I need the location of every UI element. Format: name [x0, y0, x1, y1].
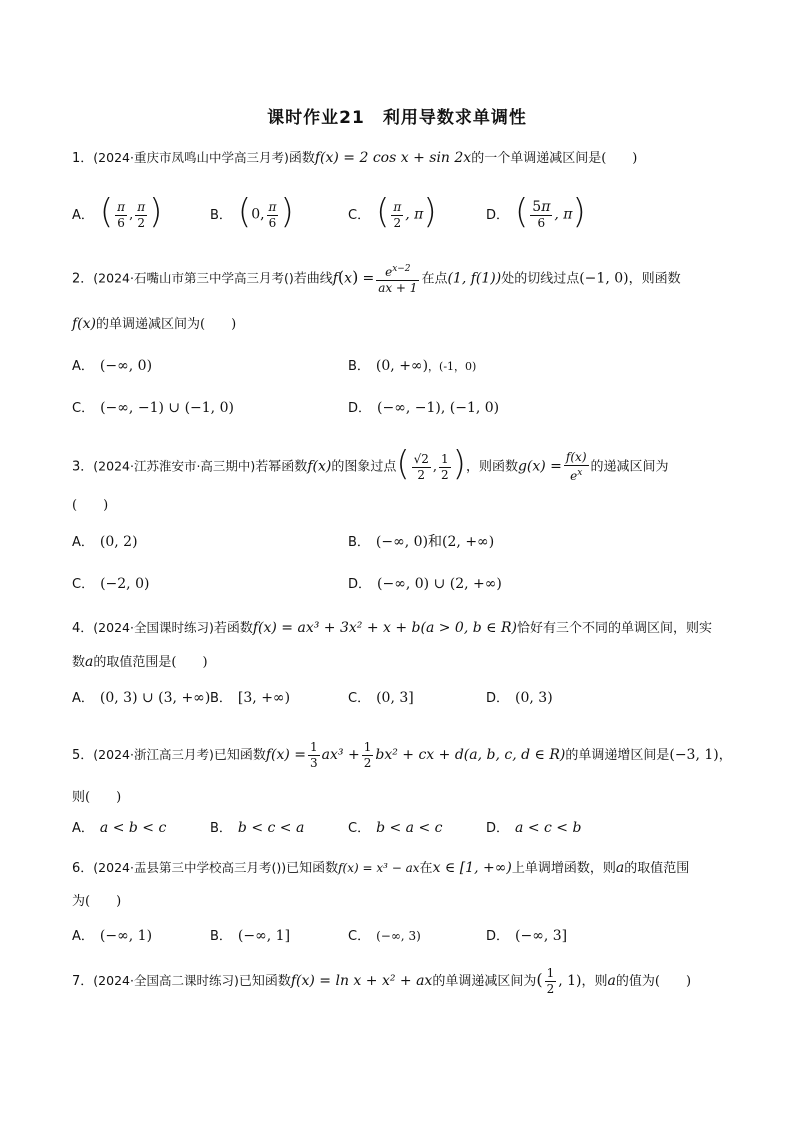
question-6-stem: 6．(2024·盂县第三中学校高三月考())已知函数f(x) = x³ − ax在x ∈ [1, +∞)上单调增函数，则a的取值范围	[72, 860, 690, 876]
question-5-stem-line2: 则( )	[72, 790, 122, 805]
q3-option-d: D． (−∞, 0) ∪ (2, +∞)	[348, 576, 502, 592]
q4-option-d: D． (0, 3)	[486, 690, 553, 706]
q2-option-b: B． (0, +∞)，(-1，0)	[348, 358, 477, 374]
question-4-stem-line2: 数a的取值范围是( )	[72, 654, 208, 670]
q5-option-d: D． a < c < b	[486, 820, 582, 836]
q3-option-b: B． (−∞, 0)和(2, +∞)	[348, 534, 495, 550]
q1-option-b: B． (0, $\frac{\pi}{6}$ )	[210, 192, 294, 232]
q2-option-c: C． (−∞, −1) ∪ (−1, 0)	[72, 400, 234, 416]
q6-option-a: A． (−∞, 1)	[72, 928, 153, 944]
q1-option-d: D． ( $\frac{5\pi}{6}$ , π)	[486, 192, 586, 232]
q6-option-d: D． (−∞, 3]	[486, 928, 568, 944]
q4-option-b: B． [3, +∞)	[210, 690, 291, 706]
q2-option-a: A． (−∞, 0)	[72, 358, 153, 374]
q1-option-c: C． ( $\frac{\pi}{2}$ , π)	[348, 192, 437, 232]
question-2-stem-line2: f(x)的单调递减区间为( )	[72, 316, 237, 332]
q6-option-c: C． (−∞, 3)	[348, 929, 421, 944]
q2-option-d: D． (−∞, −1), (−1, 0)	[348, 400, 500, 416]
q3-option-c: C． (−2, 0)	[72, 576, 150, 592]
question-4-stem: 4．(2024·全国课时练习)若函数f(x) = ax³ + 3x² + x + b(a > 0, b ∈ R)恰好有三个不同的单调区间，则实	[72, 620, 712, 636]
question-1-stem: 1．(2024·重庆市凤鸣山中学高三月考)函数f(x) = 2 cos x + sin 2x的一个单调递减区间是( )	[72, 150, 638, 166]
question-5-stem: 5．(2024·浙江高三月考)已知函数f(x) = $\frac{1}{3}$ ax³ + $\frac{1}{2}$ bx² + cx + d(a, b, c, d ∈ R)的单调递增区间是(−3, 1)，	[72, 740, 732, 770]
q6-option-b: B． (−∞, 1]	[210, 928, 291, 944]
question-2-stem: 2．(2024·石嘴山市第三中学高三月考()若曲线f(x) = $\frac{e^{x-2}}{ax + 1}$ 在点(1, f(1))处的切线过点(−1, 0)，则函数	[72, 264, 681, 295]
page-title: 课时作业21 利用导数求单调性	[267, 108, 527, 128]
q4-option-c: C． (0, 3]	[348, 690, 414, 706]
question-7-stem: 7．(2024·全国高二课时练习)已知函数f(x) = ln x + x² + ax的单调递减区间为( $\frac{1}{2}$ , 1)，则a的值为( )	[72, 966, 692, 996]
question-3-stem-line2: ( )	[72, 498, 109, 513]
question-3-stem: 3．(2024·江苏淮安市·高三期中)若幂函数f(x)的图象过点( $\frac{√2}{2}$ , $\frac{1}{2}$ )，则函数g(x) = $\frac{f(x)}{e^x}$ 的递减区间为	[72, 444, 669, 484]
q5-option-a: A． a < b < c	[72, 820, 167, 836]
q5-option-c: C． b < a < c	[348, 820, 443, 836]
question-6-stem-line2: 为( )	[72, 894, 122, 909]
q5-option-b: B． b < c < a	[210, 820, 305, 836]
q3-option-a: A． (0, 2)	[72, 534, 138, 550]
q1-option-a: A． ( $\frac{\pi}{6}$ , $\frac{\pi}{2}$ )	[72, 192, 163, 232]
q4-option-a: A． (0, 3) ∪ (3, +∞)	[72, 690, 211, 706]
